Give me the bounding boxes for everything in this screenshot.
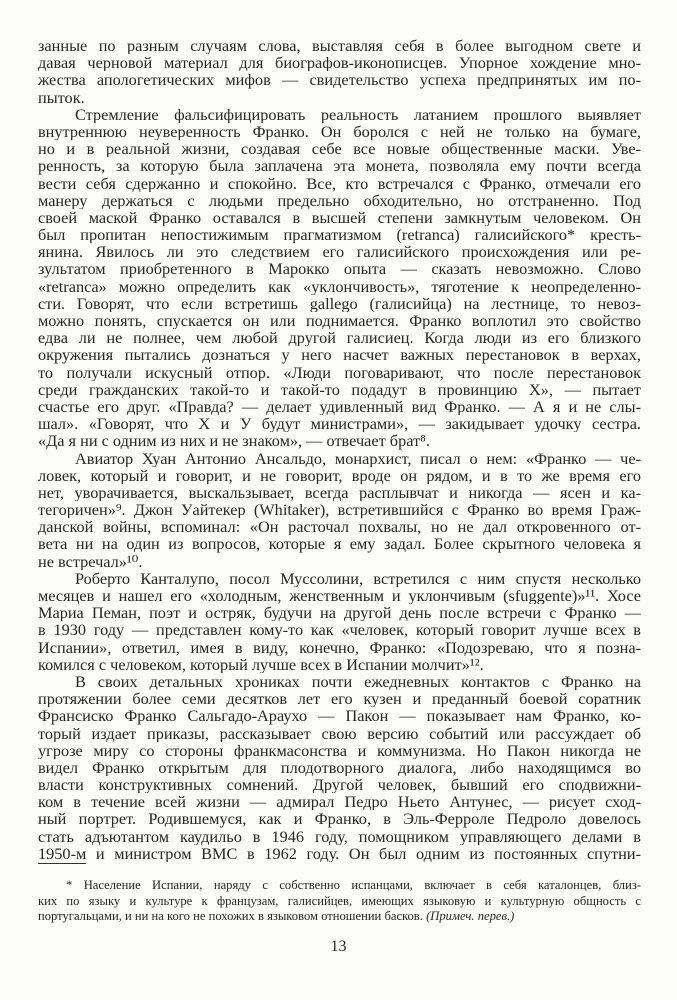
text-line: месяцев и нашел его «холодным, женственным и уклончивым (sfuggente)»¹¹. Хосе [38,587,641,605]
text-line: 1950-м и министром ВМС в 1962 году. Он был одним из постоянных спутни- [38,844,641,862]
text-line: манеру держаться с людьми предельно обходительно, но отстраненно. Под [38,191,641,209]
text-line: внутреннюю неуверенность Франко. Он боролся с ней не только на бумаге, [38,122,641,141]
text-line: ренность, за которую была заплачена эта монета, позволяла ему почти всегда [38,157,641,175]
text-line: В своих детальных хрониках почти ежедневных контактов с Франко на [75,672,641,691]
paragraph [38,37,641,106]
footnote-line: * Население Испании, наряду с собственно испанцами, включает в себя каталонцев, близ- [66,878,641,892]
text-line: Авиатор Хуан Антонио Ансальдо, монархист, писал о нем: «Франко — че- [75,449,641,467]
translator-note: (Примеч. перев.) [426,909,515,924]
page-number: 13 [330,938,347,955]
text-line: ный портрет. Родившемуся, как и Франко, в Эль-Ферроле Педроло довелось [38,810,641,828]
text-line: видел Франко открытым для плодотворного диалога, либо находящимся во [38,758,641,777]
text-line: не встречал»¹⁰. [38,552,143,570]
text-line: Роберто Канталупо, посол Муссолини, встретился с ним спустя несколько [75,569,641,587]
text-line: давая черновой материал для биографов-иконописцев. Упорное хождение мно- [38,54,641,72]
text-line: среди гражданских такой-то и такой-то подадут в провинцию Х», — пытает [38,380,641,398]
text-line: шал». «Говорят, что Х и У будут министрами», — закидывает удочку сестра. [38,415,641,433]
text-line: тегоричен»⁹. Джон Уайтекер (Whitaker), встретившийся с Франко во время Граж- [38,501,641,519]
text-line: угрозе миру со стороны франкмасонства и коммунизма. Но Пакон никогда не [38,741,641,759]
text-line: Мариа Пеман, поэт и остряк, будучи на другой день после встречи с Франко — [38,604,641,622]
text-line: можно понять, спускается он или поднимается. Франко воплотил это свойство [38,312,641,330]
text-line: протяжении более семи десятков лет его кузен и преданный боевой соратник [38,690,641,708]
text-line: едва ли не полнее, чем любой другой галисиец. Когда люди из его близкого [38,329,641,347]
text-line: вета ни на один из вопросов, которые я ему задал. Более скрытного человека я [38,535,641,553]
text-line: пыток. [38,88,85,106]
footnote-divider [38,863,86,864]
body-text [38,37,641,862]
text-line: жества апологетических мифов — свидетельство успеха предпринятых им по- [38,71,641,89]
footnote-line [38,909,641,925]
paragraph [38,106,641,450]
text-line: вести себя сдержанно и спокойно. Все, кто встречался с Франко, отмечали его [38,174,641,192]
paragraph [38,450,641,570]
paragraph [38,570,641,673]
text-line: янина. Явилось ли это следствием его галисийского происхождения или ре- [38,243,641,261]
text-line: в 1930 году — представлен кому-то как «человек, который говорит лучше всех в [38,621,641,639]
text-line: нет, уворачивается, выскальзывает, всегда расплывчат и никогда — ясен и ка- [38,483,641,502]
text-line: сти. Говорят, что если встретишь gallego (галисийца) на лестнице, то невоз- [38,294,641,312]
text-line: «retranca» можно определить как «уклончивость», тяготение к неопределенно- [38,277,641,295]
footnote [38,878,641,925]
text-line: окружения пытались дознаться у него насчет важных перестановок в верхах, [38,346,641,364]
text-line: счастье его друг. «Правда? — делает удивленный вид Франко. — А я и не слы- [38,397,641,416]
text-line: Стремление фальсифицировать реальность латанием прошлого выявляет [75,105,641,123]
text-line: то получали искусный отпор. «Люди поговаривают, что после перестановок [38,363,641,381]
text-line: власти конструктивных сомнений. Другой человек, бывший его сподвижни- [38,776,641,794]
text-line: «Да я ни с одним из них и не знаком», — отвечает брат⁸. [38,432,430,450]
text-line: данской войны, вспоминал: «Он расточал похвалы, но не дал откровенного от- [38,518,641,536]
text-line: торый издает приказы, рассказывает свою версию событий или рассуждает об [38,724,641,742]
text-line: зультатом приобретенного в Марокко опыта — сказать невозможно. Слово [38,260,641,278]
text-line: но и в реальной жизни, создавая себе все новые общественные маски. Уве- [38,140,641,158]
text-line: был пропитан непостижимым прагматизмом (retranca) галисийского* кресть- [38,226,641,244]
text-line: своей маской Франко оставался в высшей степени замкнутым человеком. Он [38,208,641,227]
text-line: занные по разным случаям слова, выставляя себя в более выгодном свете и [38,37,641,55]
text-line: Испании», ответил, имея в виду, конечно, Франко: «Подозреваю, что я позна- [38,638,641,656]
text-line: ком в течение всей жизни — адмирал Педро Ньето Антунес, — рисует сход- [38,793,641,811]
footnote-line: ких по языку и культуре к французам, галисийцев, имеющих языковую и культурную общность с [38,893,641,908]
paragraph [38,673,641,862]
text-line: ловек, который и говорит, и не говорит, вроде он рядом, и в то же время его [38,466,641,484]
text-line: комился с человеком, который лучше всех в Испании молчит»¹². [38,655,484,673]
footnote-text: португальцами, и ни на кого не похожих в языковом отношении басков. [38,909,427,924]
text-line: Франсиско Франко Сальгадо-Араухо — Пакон — показывает нам Франко, ко- [38,707,641,725]
text-line: стать адъютантом каудильо в 1946 году, помощником управляющего делами в [38,827,641,845]
